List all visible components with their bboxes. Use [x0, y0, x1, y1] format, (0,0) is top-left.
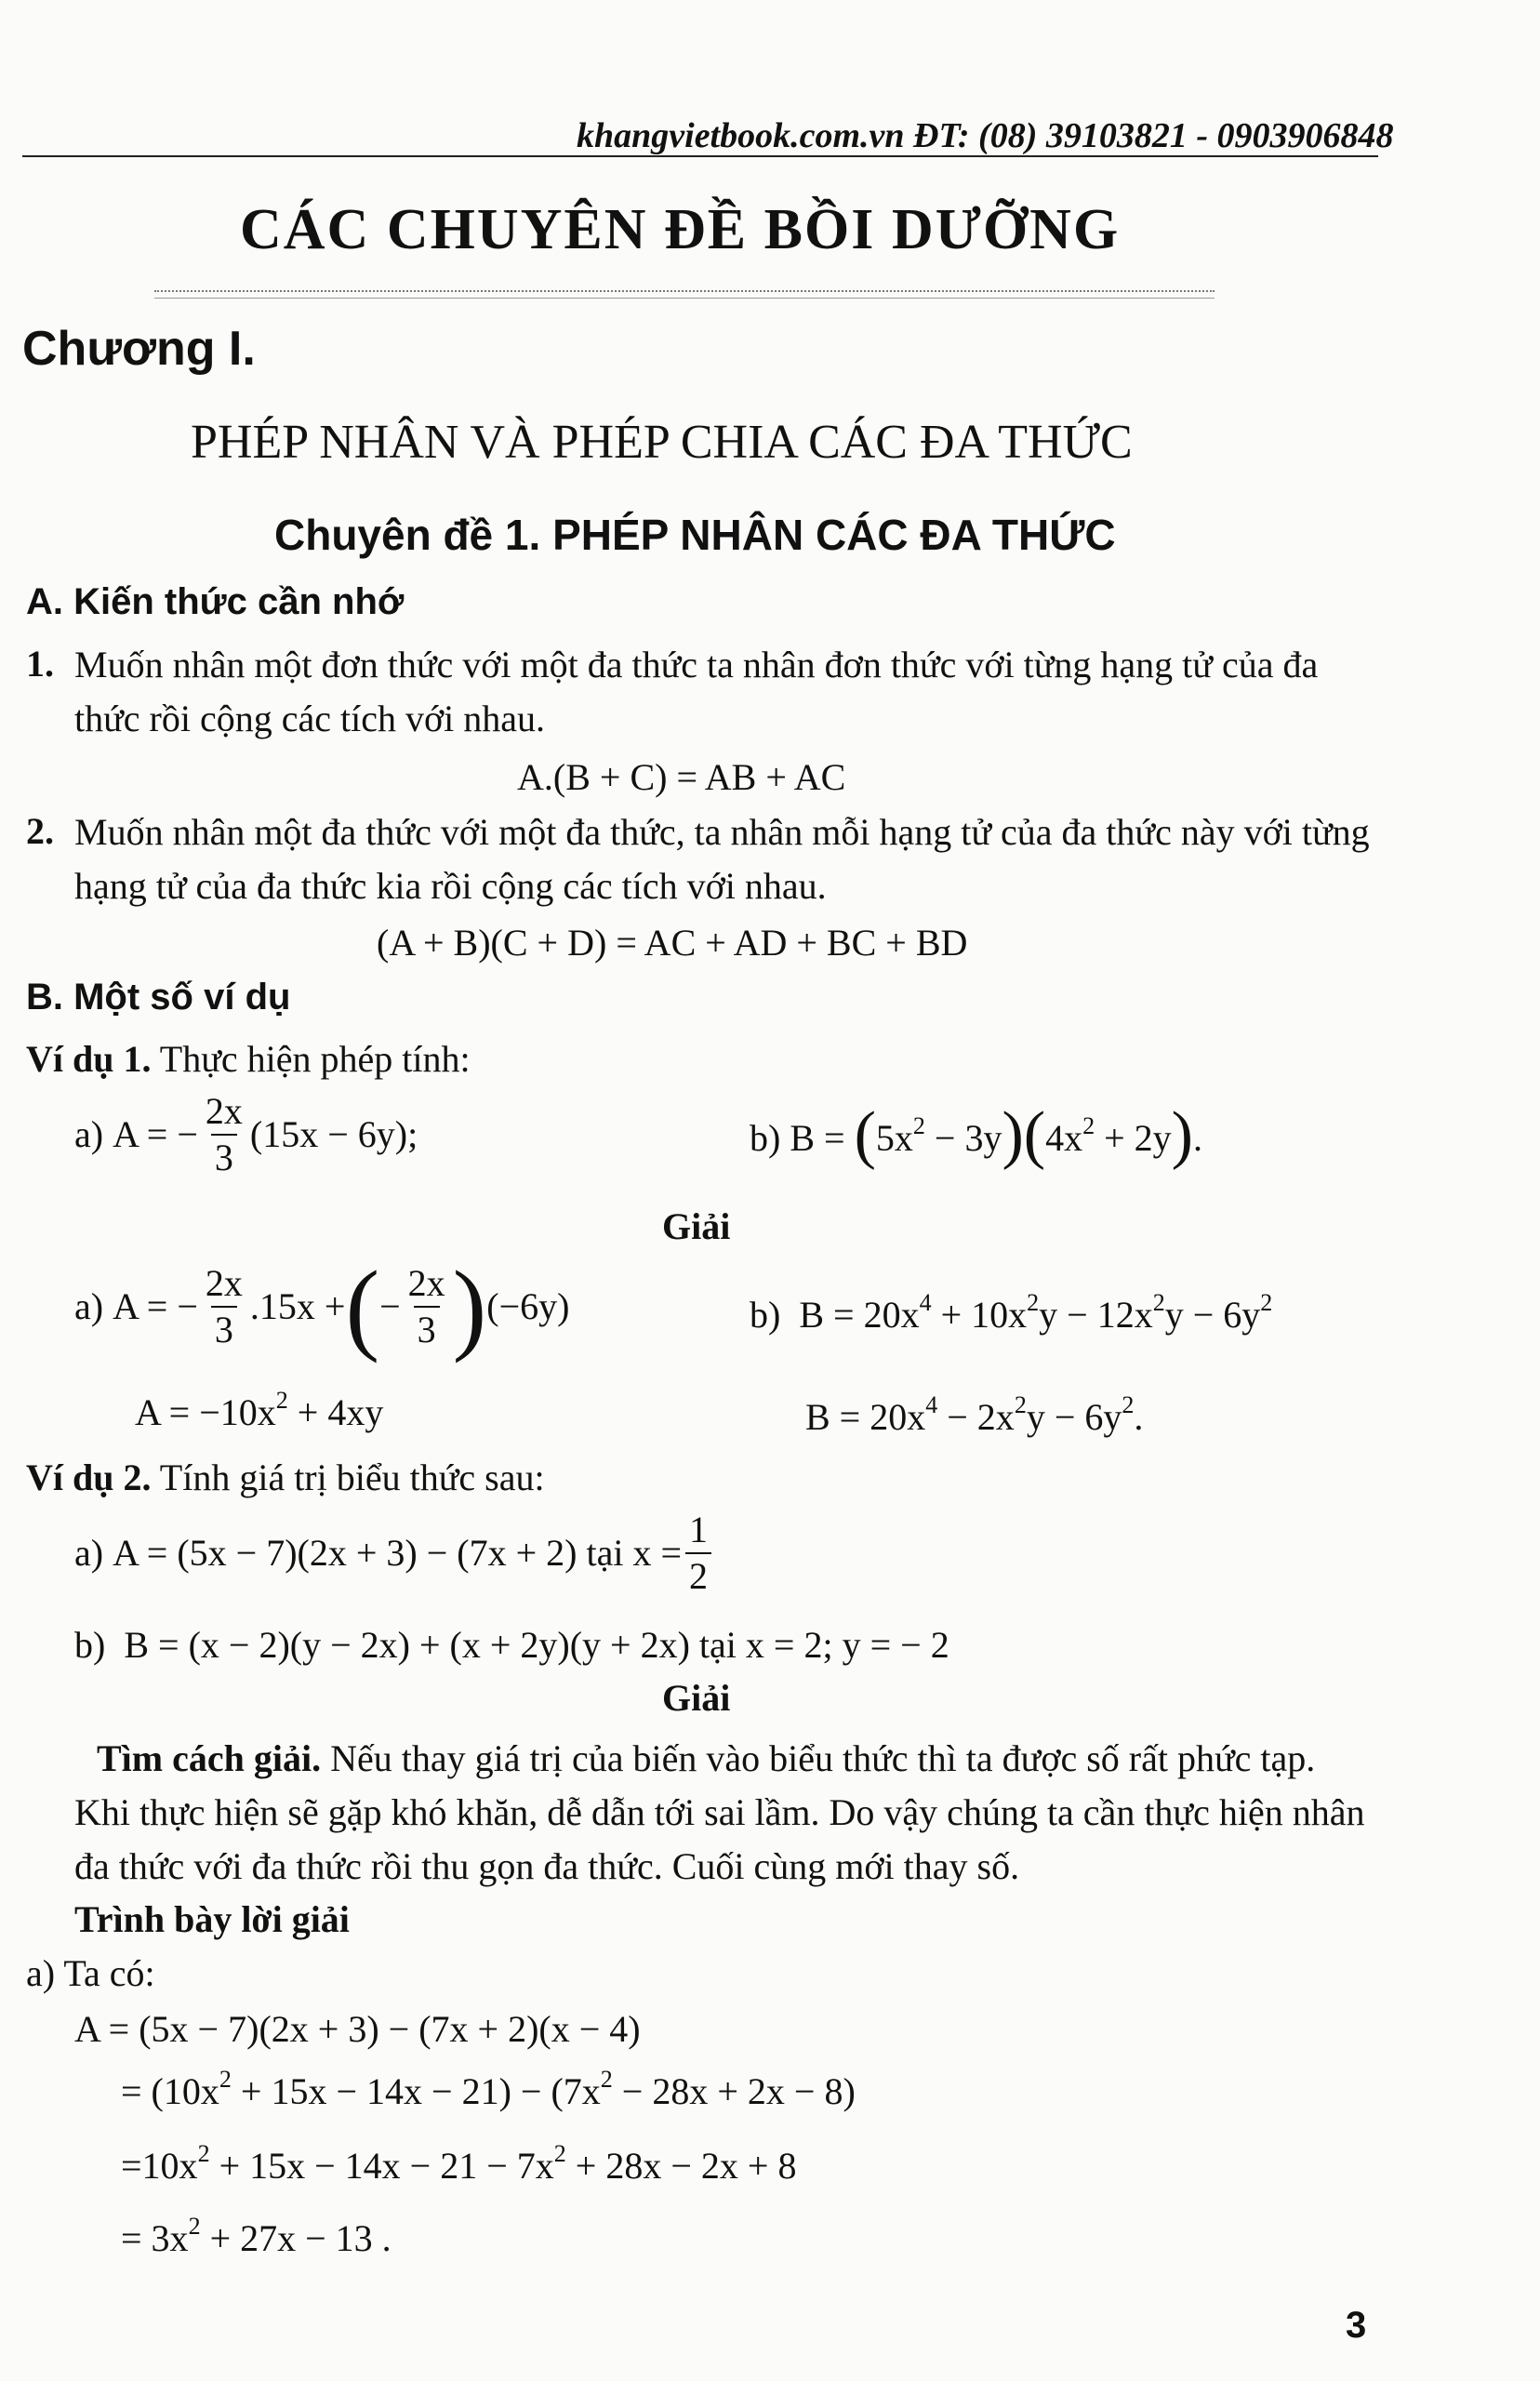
solution1-part-a-line1: a) A = − $\frac{2x}{3}$ .15x + ( − $\frac{2x}{3}$ ) (−6y) [74, 1250, 570, 1363]
example1-header: Ví dụ 1. Thực hiện phép tính: [26, 1038, 471, 1080]
page-number: 3 [1346, 2305, 1367, 2346]
section-b-heading: B. Một số ví dụ [26, 977, 291, 1018]
calc-line-1: A = (5x − 7)(2x + 3) − (7x + 2)(x − 4) [74, 2008, 641, 2050]
example2-part-a: a) A = (5x − 7)(2x + 3) − (7x + 2) tại x = $\frac{1}{2}$ [74, 1511, 715, 1595]
chapter-title: PHÉP NHÂN VÀ PHÉP CHIA CÁC ĐA THỨC [191, 416, 1133, 469]
example2-part-b: b) B = (x − 2)(y − 2x) + (x + 2y)(y + 2x) tại x = 2; y = − 2 [74, 1624, 949, 1666]
book-title: CÁC CHUYÊN ĐỀ BỒI DƯỠNG [240, 198, 1121, 261]
item1-text: Muốn nhân một đơn thức với một đa thức ta nhân đơn thức với từng hạng tử của đa thức rồi cộng các tích với nhau. [74, 644, 1319, 739]
title-underline [154, 290, 1215, 292]
topic-title: Chuyên đề 1. PHÉP NHÂN CÁC ĐA THỨC [274, 511, 1116, 559]
solution-2-label: Giải [662, 1677, 731, 1719]
calc-line-3: $=10x^2 + 15x - 14x - 21 - 7x^2 + 28x - 2x + 8$ [121, 2139, 797, 2187]
title-underline-2 [154, 298, 1215, 299]
section-a-heading: A. Kiến thức cần nhớ [26, 581, 405, 622]
approach-paragraph: Tìm cách giải. Nếu thay giá trị của biến vào biểu thức thì ta được số rất phức tạp. Khi thực hiện sẽ gặp khó khăn, dễ dẫn tới sai lầm. Do vậy chúng ta cần thực hiện nhân đa thức với đa thức rồi thu gọn đa thức. Cuối cùng mới thay số. [74, 1737, 1365, 1887]
solution2-part-a-intro: a) Ta có: [26, 1952, 155, 1994]
fraction: $\frac{2x}{3}$ [205, 1262, 243, 1350]
example1-part-b: b) $B = (5x^2 - 3y)(4x^2 + 2y)$. [750, 1099, 1202, 1171]
calc-line-2: = $(10x^2 + 15x - 14x - 21) - (7x^2 - 28x + 2x - 8)$ [121, 2065, 856, 2112]
item2-text: Muốn nhân một đa thức với một đa thức, ta nhân mỗi hạng tử của đa thức này với từng hạng tử của đa thức kia rồi cộng các tích với nhau. [74, 811, 1370, 907]
item2-number: 2. [26, 810, 54, 852]
fraction: $\frac{1}{2}$ [685, 1511, 711, 1595]
solution1-part-b-line1: b) $B = 20x^4 + 10x^2y - 12x^2y - 6y^2$ [750, 1288, 1273, 1336]
solution1-part-a-line2: $A = -10x^2 + 4xy$ [135, 1386, 384, 1433]
calc-line-4: = $3x^2 + 27x - 13$ . [121, 2212, 392, 2259]
item2-formula: (A + B)(C + D) = AC + AD + BC + BD [377, 922, 968, 964]
chapter-label: Chương I. [22, 322, 256, 376]
solution-1-label: Giải [662, 1205, 731, 1247]
presentation-label: Trình bày lời giải [74, 1898, 350, 1940]
solution1-part-b-line2: $B = 20x^4 - 2x^2y - 6y^2$. [805, 1390, 1144, 1438]
item1-formula: A.(B + C) = AB + AC [517, 756, 846, 798]
header-rule [22, 155, 1378, 157]
example2-header: Ví dụ 2. Tính giá trị biểu thức sau: [26, 1457, 545, 1498]
header-website: khangvietbook.com.vn ĐT: (08) 39103821 - 0903906848 [577, 116, 1394, 155]
fraction: $\frac{2x}{3}$ [205, 1090, 243, 1178]
fraction: $\frac{2x}{3}$ [407, 1262, 445, 1350]
item1-number: 1. [26, 643, 54, 685]
example1-part-a: a) A = − $\frac{2x}{3}$ (15x − 6y); [74, 1090, 418, 1178]
